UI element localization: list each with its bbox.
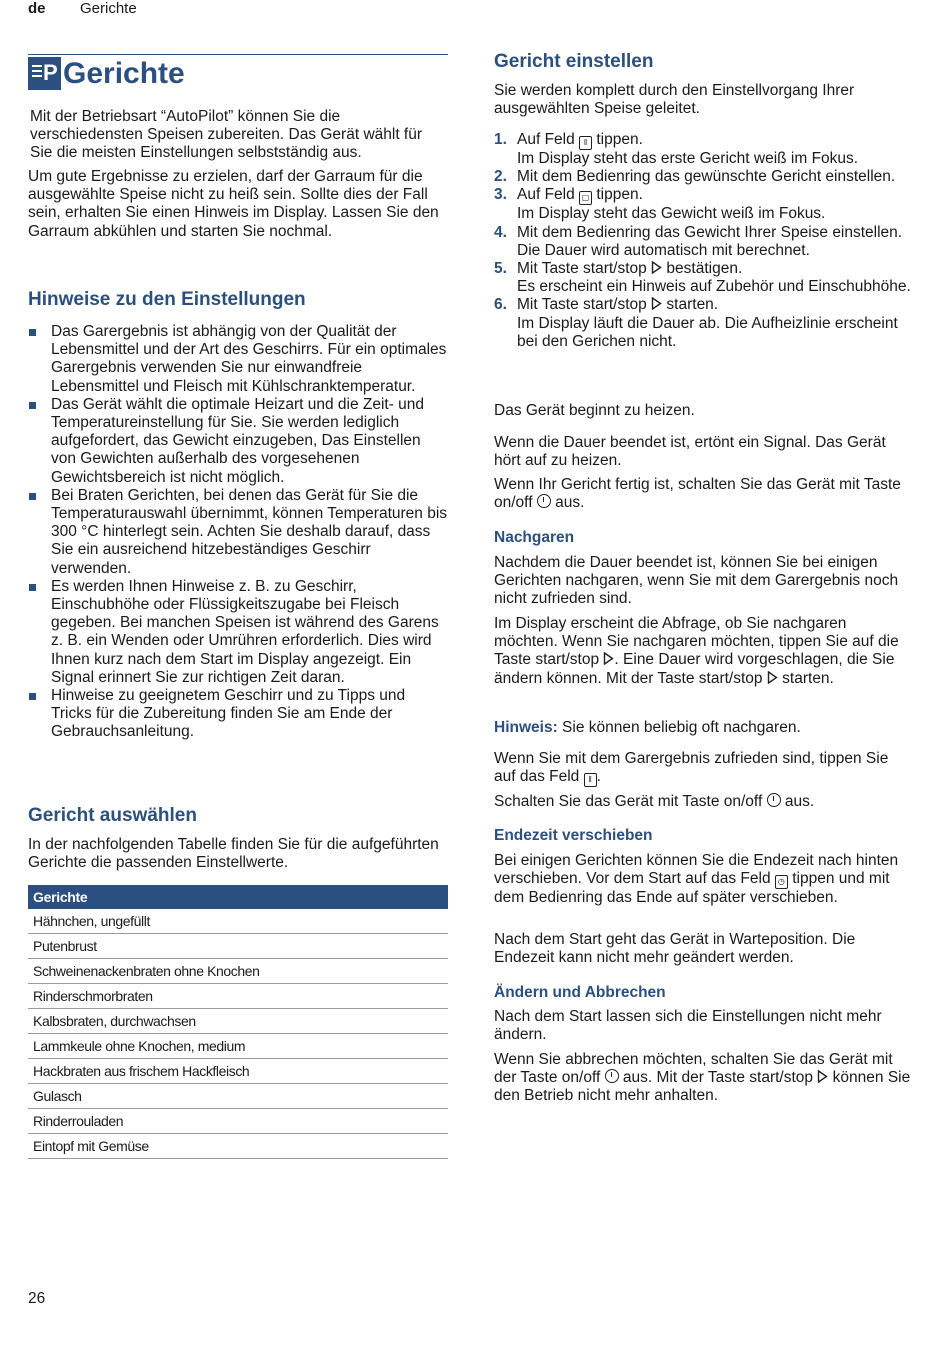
table-row: Hähnchen, ungefüllt: [28, 909, 448, 934]
step-item: 6. Mit Taste start/stop starten. Im Display läuft die Dauer ab. Die Aufheizlinie erscheint bei den Gerichen nicht.: [494, 296, 898, 350]
aendern-heading: Ändern und Abbrechen: [494, 984, 666, 1001]
list-item: Bei Braten Gerichten, bei denen das Gerät für Sie die Temperaturauswahl übernimmt, können Temperaturen bis 300 °C hinterlegt sein. Achten Sie deshalb darauf, dass Sie ein ausreichend hitzebeständiges Geschirr verwenden.: [28, 487, 448, 578]
list-item: Es werden Ihnen Hinweise z. B. zu Geschirr, Einschubhöhe oder Flüssigkeitszugabe bei Fleisch gegeben. Bei manchen Speisen ist während des Garens z. B. ein Wenden oder Umrühren erforderlich. Dies wird Ihnen kurz nach dem Start im Display angezeigt. Ein Signal erinnert Sie zur richtigen Zeit daran.: [28, 578, 448, 687]
table-row: Gulasch: [28, 1084, 448, 1109]
table-row: Rinderschmorbraten: [28, 984, 448, 1009]
aendern-paragraph-2: Wenn Sie abbrechen möchten, schalten Sie das Gerät mit der Taste on/off aus. Mit der Taste start/stop können Sie den Betrieb nicht mehr anhalten.: [494, 1051, 911, 1105]
bullet-square-icon: [29, 693, 36, 700]
auswaehlen-heading: Gericht auswählen: [28, 805, 197, 826]
endezeit-heading: Endezeit verschieben: [494, 827, 653, 844]
after-steps-text: Das Gerät beginnt zu heizen.: [494, 402, 695, 419]
table-row: Hackbraten aus frischem Hackfleisch: [28, 1059, 448, 1084]
start-stop-icon: [817, 1070, 828, 1083]
off-paragraph: Wenn Ihr Gericht fertig ist, schalten Sie das Gerät mit Taste on/off aus.: [494, 476, 901, 512]
aendern-paragraph-1: Nach dem Start lassen sich die Einstellungen nicht mehr ändern.: [494, 1008, 882, 1044]
list-item: Hinweise zu geeignetem Geschirr und zu Tipps und Tricks für die Zubereitung finden Sie am Ende der Gebrauchsanleitung.: [28, 687, 448, 742]
nachgaren-paragraph-3: Wenn Sie mit dem Garergebnis zufrieden sind, tippen Sie auf das Feld ǁ .: [494, 750, 889, 786]
bullet-square-icon: [29, 584, 36, 591]
hinweise-list: [28, 323, 448, 742]
step-item: 3. Auf Feld ▢ tippen. Im Display steht das Gewicht weiß im Fokus.: [494, 186, 826, 223]
signal-paragraph: Wenn die Dauer beendet ist, ertönt ein Signal. Das Gerät hört auf zu heizen.: [494, 434, 886, 470]
end-time-field-icon: ◷: [775, 875, 788, 889]
dishes-field-icon: ǁ: [584, 773, 597, 787]
table-row: Rinderrouladen: [28, 1109, 448, 1134]
endezeit-paragraph-1: Bei einigen Gerichten können Sie die Endezeit nach hinten verschieben. Vor dem Start auf das Feld ◷ tippen und mit dem Bedienring das Ende auf später verschieben.: [494, 852, 899, 907]
table-row: Kalbsbraten, durchwachsen: [28, 1009, 448, 1034]
hinweise-heading: Hinweise zu den Einstellungen: [28, 289, 306, 310]
endezeit-paragraph-2: Nach dem Start geht das Gerät in Warteposition. Die Endezeit kann nicht mehr geändert werden.: [494, 931, 856, 967]
nachgaren-paragraph-2: Im Display erscheint die Abfrage, ob Sie nachgaren möchten. Wenn Sie nachgaren möchten, tippen Sie auf die Taste start/stop . Eine Dauer wird vorgeschlagen, die Sie ändern können. Mit der Taste start/stop starten.: [494, 615, 899, 687]
dishes-table: [28, 885, 448, 1159]
autopilot-icon: P: [28, 57, 61, 90]
list-item: Das Gerät wählt die optimale Heizart und die Zeit- und Temperatureinstellung für Sie. Sie werden lediglich aufgefordert, das Gewicht einzugeben, Das Einstellen von Gewichten außerhalb des vorgesehenen Gewichtsbereich ist nicht möglich.: [28, 396, 448, 487]
nachgaren-paragraph-1: Nachdem die Dauer beendet ist, können Sie bei einigen Gerichten nachgaren, wenn Sie mit dem Garergebnis noch nicht zufrieden sind.: [494, 554, 899, 608]
step-item: 4. Mit dem Bedienring das Gewicht Ihrer Speise einstellen. Die Dauer wird automatisch mit berechnet.: [494, 223, 903, 259]
dishes-field-icon: ǁ: [579, 136, 592, 150]
table-row: Schweinenackenbraten ohne Knochen: [28, 959, 448, 984]
table-row: Lammkeule ohne Knochen, medium: [28, 1034, 448, 1059]
auswaehlen-text: In der nachfolgenden Tabelle finden Sie für die aufgeführten Gerichte die passenden Einstellwerte.: [28, 836, 439, 872]
nachgaren-hint: Hinweis: Sie können beliebig oft nachgaren.: [494, 719, 801, 736]
start-stop-icon: [767, 671, 778, 684]
einstellen-steps: [494, 131, 914, 351]
intro-paragraph-2: Um gute Ergebnisse zu erzielen, darf der Garraum für die ausgewählte Speise nicht zu heiß sein. Sollte dies der Fall sein, erhalten Sie einen Hinweis im Display. Lassen Sie den Garraum abkühlen und starten Sie nochmal.: [28, 168, 439, 240]
einstellen-intro: Sie werden komplett durch den Einstellvorgang Ihrer ausgewählten Speise geleitet.: [494, 82, 855, 118]
step-item: 1. Auf Feld ǁ tippen. Im Display steht das erste Gericht weiß im Fokus.: [494, 131, 859, 167]
step-item: 5. Mit Taste start/stop bestätigen. Es erscheint ein Hinweis auf Zubehör und Einschubhöhe.: [494, 260, 911, 296]
language-code: de: [28, 0, 46, 17]
bullet-square-icon: [29, 402, 36, 409]
list-item: Das Garergebnis ist abhängig von der Qualität der Lebensmittel und der Art des Geschirrs. Für ein optimales Garergebnis verwenden Sie nur einwandfreie Lebensmittel und Fleisch mit Kühlschranktemperatur.: [28, 323, 448, 396]
bullet-square-icon: [29, 329, 36, 336]
start-stop-icon: [651, 261, 662, 274]
page-title: Gerichte: [63, 57, 185, 90]
intro-paragraph-1: Mit der Betriebsart “AutoPilot” können Sie die verschiedensten Speisen zubereiten. Das Gerät wählt für Sie die meisten Einstellungen selbstständig aus.: [30, 108, 423, 162]
einstellen-heading: Gericht einstellen: [494, 51, 654, 72]
start-stop-icon: [603, 652, 614, 665]
nachgaren-paragraph-4: Schalten Sie das Gerät mit Taste on/off aus.: [494, 793, 815, 810]
bullet-square-icon: [29, 493, 36, 500]
start-stop-icon: [651, 297, 662, 310]
nachgaren-heading: Nachgaren: [494, 529, 575, 546]
on-off-icon: [767, 793, 781, 807]
table-row: Putenbrust: [28, 934, 448, 959]
step-item: 2. Mit dem Bedienring das gewünschte Gericht einstellen.: [494, 168, 896, 186]
table-header: Gerichte: [28, 885, 448, 909]
section-name: Gerichte: [80, 0, 137, 17]
table-row: Eintopf mit Gemüse: [28, 1134, 448, 1159]
chapter-heading: [28, 54, 448, 90]
weight-field-icon: ▢: [579, 191, 592, 205]
on-off-icon: [537, 494, 551, 508]
on-off-icon: [605, 1069, 619, 1083]
page-number: 26: [28, 1290, 46, 1307]
